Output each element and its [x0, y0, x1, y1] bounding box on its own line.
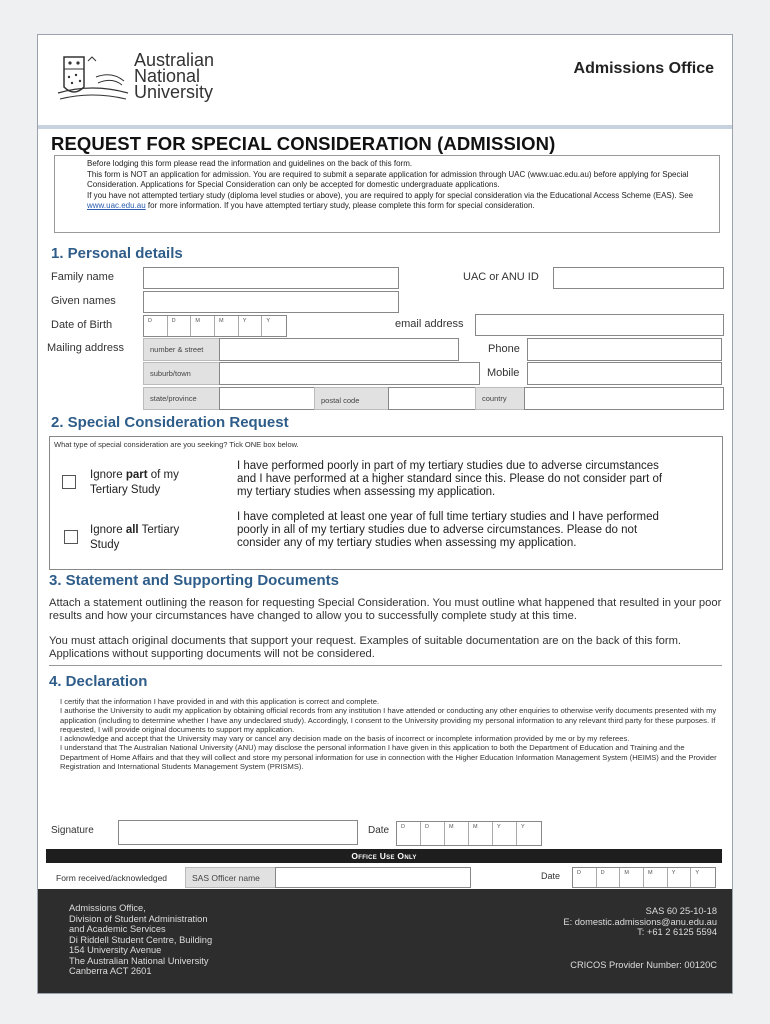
intro-p3-text: If you have not attempted tertiary study (diploma level studies or above), you are required to apply for special consideration via the Educational Access Scheme (EAS). See [87, 191, 694, 200]
date-label: Date [368, 825, 390, 836]
state-label: state/province [143, 387, 220, 410]
address-line: Admissions Office, [69, 903, 146, 913]
address-line: Di Riddell Student Centre, Building [69, 934, 213, 945]
signature-label: Signature [51, 825, 94, 836]
signature-field[interactable] [118, 820, 358, 845]
statement-paragraph: Attach a statement outlining the reason for requesting Special Consideration. You must outline what happened that resulted in your poor results and how your circumstances have changed to allow you to successfully complete study at this time. [49, 597, 722, 622]
address-line: Division of Student Administration [69, 913, 208, 924]
dob-cell: D [168, 316, 192, 336]
uni-line-3: University [134, 82, 214, 102]
date-cell: M [644, 868, 668, 887]
intro-box [54, 155, 720, 233]
section3-heading: 3. Statement and Supporting Documents [49, 572, 340, 589]
country-label: country [475, 387, 525, 410]
date-cell: D [597, 868, 621, 887]
declaration-line: I acknowledge and accept that the University may vary or cancel any decision made on the basis of incorrect or incomplete information provided by me or by my referees. [60, 734, 630, 744]
opt1-bold: part [125, 469, 148, 481]
university-name [134, 52, 214, 100]
address-line: and Academic Services [69, 924, 166, 934]
state-field[interactable] [219, 387, 315, 410]
office-use-bar: Office Use Only [46, 849, 722, 863]
mailing-address-label: Mailing address [47, 342, 125, 354]
office-date-field[interactable] [572, 867, 716, 888]
section2-heading: 2. Special Consideration Request [51, 414, 289, 431]
consideration-question: What type of special consideration are you seeking? Tick ONE box below. [54, 440, 299, 449]
footer-address [69, 903, 212, 977]
anu-crest-logo [56, 53, 130, 111]
ignore-part-checkbox[interactable] [62, 475, 76, 489]
postal-code-field[interactable] [388, 387, 476, 410]
ignore-all-label [90, 523, 179, 553]
dob-cell: M [215, 316, 239, 336]
dob-field[interactable] [143, 315, 287, 337]
date-cell: Y [695, 870, 700, 876]
date-cell: Y [668, 868, 692, 887]
opt2-pre: Ignore [90, 524, 126, 536]
uni-line-1: Australian [134, 50, 215, 70]
contact-phone: T: +61 2 6125 5594 [637, 927, 717, 937]
office-title: Admissions Office [573, 60, 714, 77]
intro-p2: This form is NOT an application for admission. You are required to submit a separate application for admission through UAC (www.uac.edu.au) before applying for Special Consideration. Applications for Special Consideration can only be accepted for domestic undergraduate applications. [87, 170, 689, 189]
declaration-line: I certify that the information I have provided in and with this application is correct and complete. [60, 697, 380, 706]
footer-contact [563, 906, 717, 938]
section3-rule [49, 665, 722, 666]
mobile-label: Mobile [487, 367, 520, 379]
given-names-label: Given names [51, 295, 116, 307]
family-name-label: Family name [51, 271, 114, 283]
country-field[interactable] [524, 387, 724, 410]
date-cell: M [620, 868, 644, 887]
postal-code-label: postal code [314, 387, 389, 410]
given-names-field[interactable] [143, 291, 399, 313]
uni-line-2: National [134, 66, 201, 86]
dob-label: Date of Birth [51, 319, 113, 331]
officer-name-field[interactable] [275, 867, 471, 888]
form-received-label: Form received/acknowledged [56, 873, 168, 883]
dob-cell: D [144, 316, 168, 336]
date-cell: D [421, 822, 445, 845]
opt2-line2: Study [90, 539, 120, 551]
officer-name-label: SAS Officer name [185, 867, 276, 888]
declaration-text [60, 697, 724, 771]
opt1-pre: Ignore [90, 469, 126, 481]
section1-heading: 1. Personal details [51, 245, 183, 262]
phone-label: Phone [488, 343, 520, 355]
dob-cell: Y [266, 318, 271, 324]
opt2-bold: all [125, 524, 139, 536]
form-page [37, 34, 733, 994]
header-rule [38, 125, 732, 129]
intro-p3 [87, 191, 711, 211]
declaration-line: I authorise the University to audit my application by obtaining official records from any institution I have attended or conducting any other enquiries to otherwise verify documents presented with my application (including to determine whether I have any undeclared study). Accordingly, I consent to the University providing my personal information to any relevant third party for these purposes. If requested, I will provide original documents to support my application. [60, 706, 717, 734]
ignore-all-checkbox[interactable] [64, 530, 78, 544]
ignore-part-description: I have performed poorly in part of my tertiary studies due to adverse circumstances and I have performed at a higher standard since this. Please do not consider part of my tertiary studies when assessing my application. [237, 460, 663, 498]
date-cell: M [469, 822, 493, 845]
uac-id-label: UAC or ANU ID [463, 271, 539, 283]
uac-link[interactable]: www.uac.edu.au [87, 201, 146, 210]
number-street-field[interactable] [219, 338, 459, 361]
cricos-number: CRICOS Provider Number: 00120C [570, 960, 717, 970]
footer [38, 889, 732, 993]
documents-paragraph: You must attach original documents that support your request. Examples of suitable documentation are on the back of this form. Applications without supporting documents will not be considered. [49, 635, 682, 660]
opt1-line2: Tertiary Study [90, 484, 161, 496]
email-label: email address [395, 318, 464, 330]
intro-p1: Before lodging this form please read the information and guidelines on the back of this form. [87, 159, 413, 168]
date-cell: Y [493, 822, 517, 845]
dob-cell: Y [239, 316, 263, 336]
contact-email[interactable]: E: domestic.admissions@anu.edu.au [563, 916, 717, 927]
date-cell: Y [521, 824, 525, 830]
address-line: Canberra ACT 2601 [69, 966, 152, 976]
address-line: 154 University Avenue [69, 945, 162, 955]
family-name-field[interactable] [143, 267, 399, 289]
suburb-field[interactable] [219, 362, 480, 385]
number-street-label: number & street [143, 338, 220, 361]
ignore-part-label [90, 468, 179, 498]
email-field[interactable] [475, 314, 724, 336]
special-consideration-box [49, 436, 723, 570]
form-code: SAS 60 25-10-18 [645, 906, 717, 916]
office-date-label: Date [541, 871, 561, 881]
phone-field[interactable] [527, 338, 722, 361]
uac-id-field[interactable] [553, 267, 724, 289]
date-cell: D [573, 868, 597, 887]
section4-heading: 4. Declaration [49, 673, 148, 690]
opt1-post: of my [147, 469, 179, 481]
mobile-field[interactable] [527, 362, 722, 385]
suburb-label: suburb/town [143, 362, 220, 385]
date-cell: D [397, 822, 421, 845]
signature-date-field[interactable] [396, 821, 542, 846]
opt2-post: Tertiary [138, 524, 180, 536]
address-line: The Australian National University [69, 955, 209, 966]
ignore-all-description: I have completed at least one year of full time tertiary studies and I have performed poorly in all of my tertiary studies due to adverse circumstances. Please do not consider any of my tertiary studies when assessing my application. [237, 511, 659, 549]
dob-cell: M [191, 316, 215, 336]
intro-p3-tail: for more information. If you have attempted tertiary study, please complete this form for special consideration. [145, 201, 535, 210]
form-title: REQUEST FOR SPECIAL CONSIDERATION (ADMISSION) [51, 133, 556, 154]
declaration-line: I understand that The Australian National University (ANU) may disclose the personal information I have given in this application to both the Department of Education and Training and the Department of Home Affairs and that they will collect and store my personal information for use in connection with the Higher Education Information Management System (HEIMS) and the Provider Registration and International Students Management System (PRISMS). [60, 743, 717, 772]
date-cell: M [445, 822, 469, 845]
